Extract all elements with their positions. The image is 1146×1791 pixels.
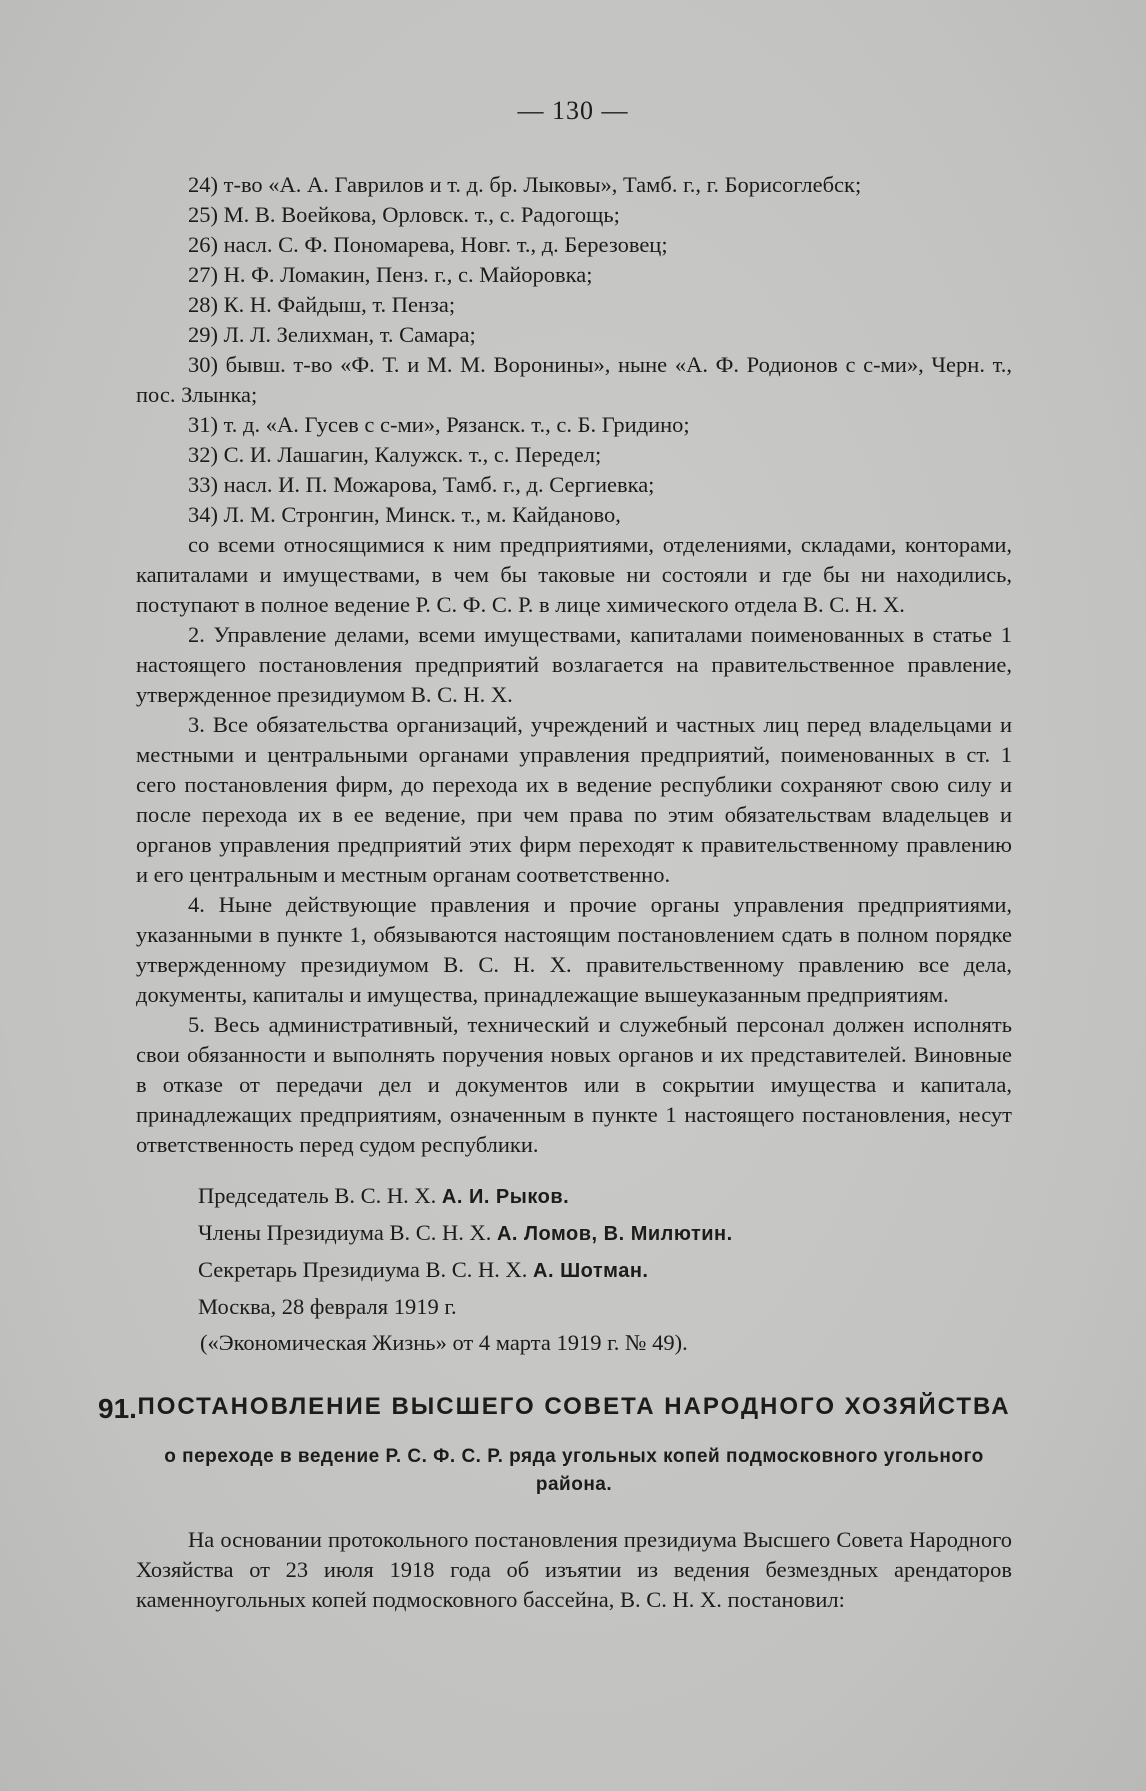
signer-line bbox=[198, 1252, 1012, 1289]
signer-name: А. Ломов, В. Милютин. bbox=[496, 1223, 733, 1245]
section-subtitle: о переходе в ведение Р. С. Ф. С. Р. ряда угольных копей подмосковного угольного района. bbox=[164, 1446, 984, 1495]
list-item: 28) К. Н. Файдыш, т. Пенза; bbox=[188, 292, 456, 317]
source-citation: («Экономическая Жизнь» от 4 марта 1919 г. № 49). bbox=[200, 1330, 688, 1355]
signer-role: Члены Президиума В. С. Н. Х. bbox=[198, 1220, 492, 1245]
signer-name: А. И. Рыков. bbox=[441, 1186, 570, 1208]
enterprise-list bbox=[136, 170, 1012, 530]
list-item: 24) т-во «А. А. Гаврилов и т. д. бр. Лыковы», Тамб. г., г. Борисоглебск; bbox=[188, 172, 862, 197]
list-item: 30) бывш. т-во «Ф. Т. и М. М. Воронины», ныне «А. Ф. Родионов с с-ми», Черн. т., пос. Злынка; bbox=[136, 352, 1012, 407]
section-number: 91. bbox=[98, 1393, 137, 1424]
list-item: 27) Н. Ф. Ломакин, Пенз. г., с. Майоровка; bbox=[188, 262, 593, 287]
signer-line bbox=[198, 1178, 1012, 1215]
list-item: 32) С. И. Лашагин, Калужск. т., с. Передел; bbox=[188, 442, 602, 467]
section-heading bbox=[98, 1391, 1012, 1424]
list-item: 26) насл. С. Ф. Пономарева, Новг. т., д. Березовец; bbox=[188, 232, 668, 257]
list-item: 31) т. д. «А. Гусев с с-ми», Рязанск. т., с. Б. Гридино; bbox=[188, 412, 690, 437]
paragraph: со всеми относящимися к ним предприятиями, отделениями, складами, конторами, капиталами и имуществами, в чем бы таковые ни состояли и где бы ни находились, поступают в полное ведение Р. С. Ф. С. Р. в лице химического отдела В. С. Н. Х. bbox=[136, 532, 1012, 617]
section-title: ПОСТАНОВЛЕНИЕ ВЫСШЕГО СОВЕТА НАРОДНОГО ХОЗЯЙСТВА bbox=[137, 1393, 1011, 1420]
paragraph: 3. Все обязательства организаций, учреждений и частных лиц перед владельцами и местными и центральными органами управления предприятий, поименованных в ст. 1 сего постановления фирм, до перехода их в ведение республики сохраняют свою силу и после перехода их в ее ведение, при чем права по этим обязательствам владельцев и органов управления предприятий этих фирм переходят к правительственному правлению и его центральным и местным органам соответственно. bbox=[136, 712, 1012, 887]
final-paragraph: На основании протокольного постановления президиума Высшего Совета Народного Хозяйства от 23 июля 1918 года об изъятии из ведения безмездных арендаторов каменноугольных копей подмосковного бассейна, В. С. Н. Х. постановил: bbox=[136, 1527, 1012, 1612]
paragraph: 5. Весь административный, технический и служебный персонал должен исполнять свои обязанности и выполнять поручения новых органов и их представителей. Виновные в отказе от передачи дел и документов или в сокрытии имущества и капитала, принадлежащих предприятиям, означенным в пункте 1 настоящего постановления, несут ответственность перед судом республики. bbox=[136, 1012, 1012, 1157]
document-body bbox=[98, 170, 1012, 1615]
list-item: 34) Л. М. Стронгин, Минск. т., м. Кайданово, bbox=[188, 502, 621, 527]
list-item: 25) М. В. Воейкова, Орловск. т., с. Радогощь; bbox=[188, 202, 620, 227]
page-number: — 130 — bbox=[517, 96, 629, 125]
signer-name: А. Шотман. bbox=[533, 1260, 649, 1282]
paragraph: 2. Управление делами, всеми имуществами, капиталами поименованных в статье 1 настоящего постановления предприятий возлагается на правительственное правление, утвержденное президиумом В. С. Н. Х. bbox=[136, 622, 1012, 707]
place-date: Москва, 28 февраля 1919 г. bbox=[198, 1294, 457, 1319]
signer-role: Председатель В. С. Н. Х. bbox=[198, 1183, 437, 1208]
signatures-block bbox=[136, 1178, 1012, 1361]
signer-line bbox=[198, 1215, 1012, 1252]
paragraph: 4. Ныне действующие правления и прочие органы управления предприятиями, указанными в пункте 1, обязываются настоящим постановлением сдать в полном порядке утвержденному президиумом В. С. Н. Х. правительственному правлению все дела, документы, капиталы и имущества, принадлежащие вышеуказанным предприятиям. bbox=[136, 892, 1012, 1007]
signer-role: Секретарь Президиума В. С. Н. Х. bbox=[198, 1257, 528, 1282]
list-item: 29) Л. Л. Зелихман, т. Самара; bbox=[188, 322, 476, 347]
list-item: 33) насл. И. П. Можарова, Тамб. г., д. Сергиевка; bbox=[188, 472, 655, 497]
